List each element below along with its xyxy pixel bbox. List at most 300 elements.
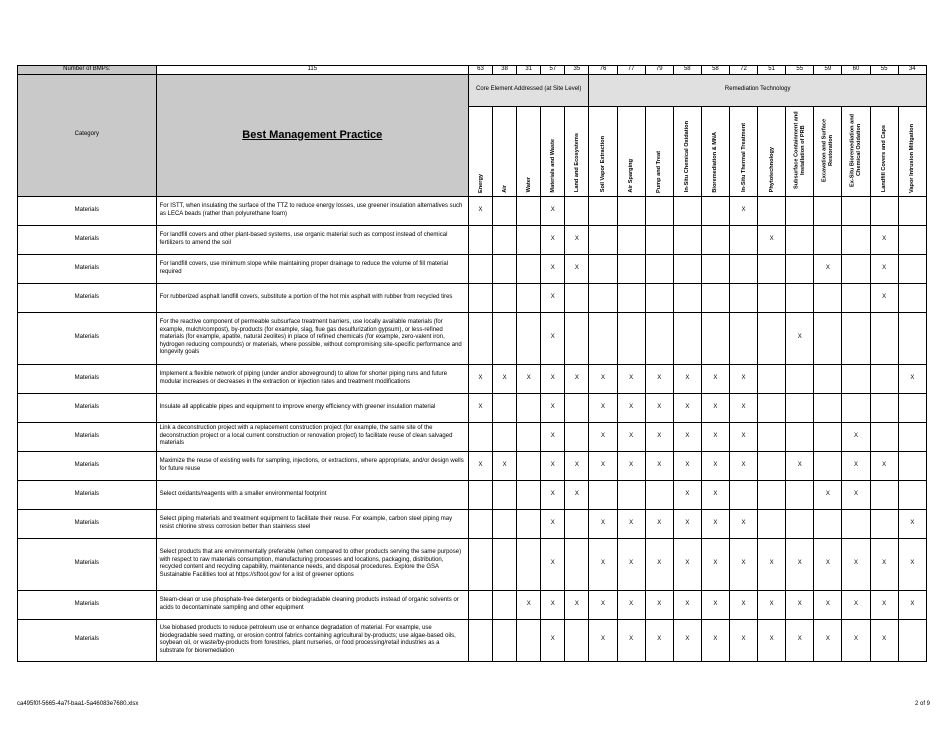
column-count: 35 <box>565 66 589 75</box>
row-mark-cell: X <box>729 393 757 422</box>
column-count: 59 <box>814 66 842 75</box>
row-mark-cell <box>565 312 589 364</box>
row-category: Materials <box>18 283 157 312</box>
row-mark-cell <box>517 312 541 364</box>
row-mark-cell <box>493 538 517 590</box>
row-mark-cell <box>729 312 757 364</box>
row-mark-cell <box>517 254 541 283</box>
row-mark-cell: X <box>701 422 729 451</box>
row-mark-cell: X <box>701 509 729 538</box>
row-mark-cell: X <box>468 393 492 422</box>
column-count: 72 <box>729 66 757 75</box>
row-mark-cell: X <box>645 393 673 422</box>
column-count: 58 <box>701 66 729 75</box>
row-mark-cell: X <box>673 538 701 590</box>
row-mark-cell: X <box>701 538 729 590</box>
footer-filename: ca495f0f-5665-4a7f-baa1-5a46083e7680.xlsx <box>17 701 139 707</box>
row-mark-cell: X <box>617 393 645 422</box>
row-mark-cell: X <box>758 619 786 661</box>
row-category: Materials <box>18 619 157 661</box>
column-count: 57 <box>541 66 565 75</box>
row-category: Materials <box>18 364 157 393</box>
row-mark-cell <box>468 509 492 538</box>
row-mark-cell: X <box>729 538 757 590</box>
row-mark-cell <box>645 480 673 509</box>
row-mark-cell: X <box>870 225 898 254</box>
row-mark-cell <box>617 196 645 225</box>
row-mark-cell: X <box>645 451 673 480</box>
row-category: Materials <box>18 312 157 364</box>
row-mark-cell <box>517 619 541 661</box>
row-mark-cell: X <box>617 422 645 451</box>
row-mark-cell: X <box>617 451 645 480</box>
row-mark-cell: X <box>729 422 757 451</box>
row-mark-cell: X <box>701 393 729 422</box>
row-mark-cell <box>842 364 870 393</box>
row-mark-cell: X <box>541 538 565 590</box>
column-header-label: Landfill Covers and Caps <box>880 125 887 193</box>
row-mark-cell <box>468 312 492 364</box>
column-header-label: Ex-Situ Bioremediation and Chemical Oxidation <box>849 112 862 187</box>
row-mark-cell <box>758 422 786 451</box>
column-count: 55 <box>870 66 898 75</box>
row-mark-cell: X <box>565 590 589 619</box>
row-mark-cell <box>786 196 814 225</box>
row-mark-cell: X <box>870 254 898 283</box>
row-mark-cell <box>673 312 701 364</box>
row-mark-cell <box>786 225 814 254</box>
column-header <box>541 106 565 196</box>
row-mark-cell <box>786 480 814 509</box>
row-mark-cell <box>468 619 492 661</box>
row-mark-cell: X <box>541 451 565 480</box>
row-mark-cell <box>673 196 701 225</box>
row-mark-cell <box>786 254 814 283</box>
table-row <box>18 451 927 480</box>
row-mark-cell: X <box>589 619 617 661</box>
row-mark-cell <box>898 254 926 283</box>
row-mark-cell <box>814 283 842 312</box>
column-header-label: Energy <box>477 173 484 193</box>
row-mark-cell <box>617 480 645 509</box>
column-header-label: In-Situ Chemical Oxidation <box>684 121 691 193</box>
column-count: 51 <box>758 66 786 75</box>
row-mark-cell <box>870 196 898 225</box>
row-mark-cell <box>468 225 492 254</box>
row-mark-cell <box>701 196 729 225</box>
row-mark-cell: X <box>541 364 565 393</box>
column-header-label: In-Situ Thermal Treatment <box>740 123 747 193</box>
row-mark-cell: X <box>589 538 617 590</box>
table-row <box>18 254 927 283</box>
row-mark-cell: X <box>870 590 898 619</box>
row-category: Materials <box>18 538 157 590</box>
row-mark-cell <box>493 254 517 283</box>
row-mark-cell <box>493 312 517 364</box>
column-header <box>468 106 492 196</box>
column-count: 77 <box>617 66 645 75</box>
row-mark-cell <box>589 283 617 312</box>
row-mark-cell <box>814 364 842 393</box>
row-mark-cell <box>701 312 729 364</box>
row-mark-cell: X <box>645 590 673 619</box>
row-mark-cell: X <box>898 364 926 393</box>
row-mark-cell <box>517 283 541 312</box>
table-row <box>18 538 927 590</box>
column-header-label: Soil Vapor Extraction <box>599 136 606 193</box>
row-mark-cell <box>842 225 870 254</box>
row-mark-cell: X <box>870 538 898 590</box>
row-mark-cell: X <box>565 254 589 283</box>
row-category: Materials <box>18 509 157 538</box>
row-mark-cell: X <box>565 364 589 393</box>
row-mark-cell <box>589 480 617 509</box>
row-mark-cell <box>870 422 898 451</box>
row-mark-cell <box>729 254 757 283</box>
row-mark-cell <box>786 422 814 451</box>
row-mark-cell: X <box>673 364 701 393</box>
table-row <box>18 196 927 225</box>
table-row <box>18 619 927 661</box>
column-header <box>493 106 517 196</box>
row-mark-cell <box>589 312 617 364</box>
row-mark-cell: X <box>517 364 541 393</box>
row-practice-text: Select products that are environmentally preferable (when compared to other products serving the same purpose) with respect to raw materials consumption, manufacturing processes and locations, packaging, distribution, recycled content and recycling capability, maintenance needs, and disposal procedures. Explore the GSA Sustainable Facilities tool at https://sftool.gov/ for a list of greener options <box>156 538 468 590</box>
row-category: Materials <box>18 196 157 225</box>
remediation-technology-group-header: Remediation Technology <box>589 74 927 106</box>
row-mark-cell: X <box>870 283 898 312</box>
row-mark-cell: X <box>468 364 492 393</box>
row-mark-cell: X <box>673 619 701 661</box>
row-mark-cell: X <box>541 590 565 619</box>
row-mark-cell: X <box>842 451 870 480</box>
column-header <box>645 106 673 196</box>
row-mark-cell <box>898 422 926 451</box>
row-mark-cell <box>870 364 898 393</box>
row-category: Materials <box>18 422 157 451</box>
column-header-label: Air Sparging <box>627 158 634 193</box>
column-header-label: Excavation and Surface Restoration <box>821 117 834 182</box>
row-mark-cell <box>565 283 589 312</box>
column-header <box>898 106 926 196</box>
row-practice-text: Maximize the reuse of existing wells for sampling, injections, or extractions, where appropriate, and/or design wells for future reuse <box>156 451 468 480</box>
row-mark-cell: X <box>786 312 814 364</box>
row-mark-cell <box>493 619 517 661</box>
column-header-label: Bioremediation & MNA <box>712 131 719 193</box>
row-mark-cell: X <box>617 509 645 538</box>
row-category: Materials <box>18 393 157 422</box>
table-row <box>18 422 927 451</box>
row-mark-cell <box>701 283 729 312</box>
column-count: 55 <box>786 66 814 75</box>
row-practice-text: Implement a flexible network of piping (under and/or aboveground) to allow for shorter piping runs and future modular increases or decreases in the extraction or injection rates and treatment modifications <box>156 364 468 393</box>
table-row <box>18 364 927 393</box>
column-header <box>842 106 870 196</box>
row-mark-cell: X <box>673 451 701 480</box>
row-mark-cell: X <box>468 196 492 225</box>
row-mark-cell <box>493 393 517 422</box>
row-mark-cell <box>870 509 898 538</box>
column-header <box>758 106 786 196</box>
row-category: Materials <box>18 590 157 619</box>
row-practice-text: Insulate all applicable pipes and equipment to improve energy efficiency with greener insulation material <box>156 393 468 422</box>
row-mark-cell: X <box>814 619 842 661</box>
row-mark-cell <box>517 393 541 422</box>
row-mark-cell <box>468 538 492 590</box>
row-mark-cell <box>517 451 541 480</box>
row-mark-cell: X <box>617 619 645 661</box>
row-mark-cell: X <box>468 451 492 480</box>
row-mark-cell <box>517 422 541 451</box>
row-mark-cell <box>645 196 673 225</box>
row-mark-cell <box>617 225 645 254</box>
row-mark-cell: X <box>701 619 729 661</box>
row-mark-cell: X <box>870 619 898 661</box>
row-mark-cell <box>517 225 541 254</box>
row-mark-cell <box>493 283 517 312</box>
row-mark-cell <box>645 283 673 312</box>
row-mark-cell <box>617 312 645 364</box>
row-mark-cell <box>758 254 786 283</box>
row-mark-cell <box>786 364 814 393</box>
row-practice-text: For landfill covers, use minimum slope while maintaining proper drainage to reduce the volume of fill material required <box>156 254 468 283</box>
bmp-count-label: Number of BMPs: <box>18 66 157 75</box>
row-mark-cell: X <box>617 538 645 590</box>
row-mark-cell <box>565 422 589 451</box>
row-mark-cell <box>565 538 589 590</box>
row-mark-cell: X <box>589 393 617 422</box>
row-mark-cell <box>758 451 786 480</box>
row-mark-cell <box>673 283 701 312</box>
row-mark-cell <box>673 254 701 283</box>
column-count: 63 <box>468 66 492 75</box>
row-mark-cell: X <box>541 393 565 422</box>
row-mark-cell <box>729 225 757 254</box>
row-mark-cell <box>786 509 814 538</box>
row-mark-cell: X <box>589 422 617 451</box>
row-mark-cell <box>842 312 870 364</box>
column-header-label: Pump and Treat <box>656 150 662 193</box>
row-mark-cell <box>814 196 842 225</box>
row-mark-cell: X <box>814 254 842 283</box>
row-practice-text: Select oxidants/reagents with a smaller environmental footprint <box>156 480 468 509</box>
row-mark-cell <box>814 509 842 538</box>
row-mark-cell <box>589 196 617 225</box>
row-mark-cell <box>758 509 786 538</box>
column-header-label: Phytotechnology <box>768 147 775 193</box>
column-header-label: Air <box>501 184 508 193</box>
row-mark-cell: X <box>541 509 565 538</box>
column-count: 60 <box>842 66 870 75</box>
row-mark-cell: X <box>589 451 617 480</box>
row-practice-text: Steam-clean or use phosphate-free detergents or biodegradable cleaning products instead of organic solvents or acids to decontaminate sampling and other equipment <box>156 590 468 619</box>
row-mark-cell: X <box>898 509 926 538</box>
row-mark-cell <box>786 393 814 422</box>
row-mark-cell <box>645 312 673 364</box>
row-mark-cell: X <box>729 364 757 393</box>
row-mark-cell: X <box>786 619 814 661</box>
row-practice-text: Select piping materials and treatment equipment to facilitate their reuse. For example, carbon steel piping may resist chlorine stress corrosion better than stainless steel <box>156 509 468 538</box>
table-row <box>18 283 927 312</box>
row-mark-cell <box>468 422 492 451</box>
row-mark-cell: X <box>758 590 786 619</box>
row-mark-cell <box>758 196 786 225</box>
row-practice-text: Use biobased products to reduce petroleum use or enhance degradation of material. For example, use biodegradable seed matting, or erosion control fabrics containing agricultural by-products; use algae-based oils, soybean oil, or waste/by-products from forestries, plant nurseries, or food processing/retail industries as a substrate for bioremediation <box>156 619 468 661</box>
row-mark-cell <box>842 393 870 422</box>
row-mark-cell <box>673 225 701 254</box>
row-mark-cell: X <box>673 590 701 619</box>
row-mark-cell <box>565 619 589 661</box>
row-mark-cell: X <box>541 254 565 283</box>
row-mark-cell: X <box>729 590 757 619</box>
row-mark-cell <box>842 283 870 312</box>
row-mark-cell: X <box>517 590 541 619</box>
row-mark-cell: X <box>589 590 617 619</box>
bmp-table <box>17 65 927 662</box>
row-mark-cell <box>842 254 870 283</box>
row-mark-cell <box>565 393 589 422</box>
row-mark-cell <box>493 509 517 538</box>
row-mark-cell <box>493 422 517 451</box>
row-mark-cell <box>898 196 926 225</box>
row-mark-cell: X <box>589 509 617 538</box>
row-mark-cell <box>468 283 492 312</box>
row-mark-cell: X <box>786 451 814 480</box>
row-category: Materials <box>18 254 157 283</box>
row-mark-cell: X <box>842 590 870 619</box>
row-mark-cell <box>842 509 870 538</box>
row-practice-text: For landfill covers and other plant-based systems, use organic material such as compost instead of chemical fertilizers to amend the soil <box>156 225 468 254</box>
row-mark-cell <box>468 254 492 283</box>
row-mark-cell <box>645 254 673 283</box>
row-mark-cell <box>898 225 926 254</box>
row-practice-text: For rubberized asphalt landfill covers, substitute a portion of the hot mix asphalt with rubber from recycled tires <box>156 283 468 312</box>
row-mark-cell: X <box>617 364 645 393</box>
row-mark-cell: X <box>842 538 870 590</box>
row-practice-text: Link a deconstruction project with a replacement construction project (for example, the same site of the deconstruction project or a local current construction or renovation project) to facilitate reuse of clean salvaged materials <box>156 422 468 451</box>
column-header <box>673 106 701 196</box>
row-mark-cell: X <box>673 480 701 509</box>
row-mark-cell: X <box>842 422 870 451</box>
table-row <box>18 312 927 364</box>
bmp-header: Best Management Practice <box>156 74 468 196</box>
row-mark-cell <box>898 393 926 422</box>
row-mark-cell: X <box>541 283 565 312</box>
row-mark-cell <box>842 196 870 225</box>
row-mark-cell <box>898 312 926 364</box>
column-header <box>729 106 757 196</box>
row-mark-cell <box>517 480 541 509</box>
row-mark-cell <box>565 509 589 538</box>
row-mark-cell: X <box>493 451 517 480</box>
row-mark-cell: X <box>729 619 757 661</box>
column-header <box>701 106 729 196</box>
row-mark-cell <box>870 393 898 422</box>
row-mark-cell <box>493 590 517 619</box>
row-mark-cell <box>617 283 645 312</box>
row-mark-cell <box>617 254 645 283</box>
row-mark-cell <box>758 480 786 509</box>
row-mark-cell <box>645 225 673 254</box>
category-header: Category <box>18 74 157 196</box>
row-category: Materials <box>18 225 157 254</box>
column-header-label: Subsurface Containment and Installation of PRB <box>793 110 806 189</box>
row-mark-cell <box>701 254 729 283</box>
row-mark-cell <box>589 254 617 283</box>
row-mark-cell: X <box>701 364 729 393</box>
row-mark-cell <box>814 225 842 254</box>
row-mark-cell: X <box>842 619 870 661</box>
row-mark-cell <box>468 480 492 509</box>
row-mark-cell <box>814 312 842 364</box>
core-element-group-header: Core Element Addressed (at Site Level) <box>468 74 588 106</box>
row-mark-cell: X <box>814 590 842 619</box>
row-mark-cell: X <box>645 538 673 590</box>
table-row <box>18 590 927 619</box>
row-mark-cell: X <box>898 590 926 619</box>
row-mark-cell <box>814 393 842 422</box>
column-count: 31 <box>517 66 541 75</box>
row-mark-cell: X <box>701 451 729 480</box>
column-header-label: Water <box>525 177 532 193</box>
row-mark-cell <box>729 480 757 509</box>
column-header <box>617 106 645 196</box>
column-header <box>589 106 617 196</box>
row-mark-cell: X <box>814 538 842 590</box>
row-mark-cell: X <box>758 225 786 254</box>
row-mark-cell: X <box>645 364 673 393</box>
table-row <box>18 393 927 422</box>
row-mark-cell: X <box>729 196 757 225</box>
row-mark-cell: X <box>541 196 565 225</box>
row-mark-cell <box>468 590 492 619</box>
row-mark-cell: X <box>565 451 589 480</box>
row-mark-cell: X <box>758 538 786 590</box>
row-mark-cell <box>758 393 786 422</box>
column-count: 34 <box>898 66 926 75</box>
row-mark-cell <box>758 312 786 364</box>
row-mark-cell: X <box>565 480 589 509</box>
row-mark-cell: X <box>898 538 926 590</box>
row-mark-cell <box>493 196 517 225</box>
column-header <box>517 106 541 196</box>
row-mark-cell <box>786 283 814 312</box>
row-mark-cell: X <box>673 422 701 451</box>
row-mark-cell: X <box>645 619 673 661</box>
row-mark-cell: X <box>786 590 814 619</box>
column-count: 58 <box>673 66 701 75</box>
row-mark-cell: X <box>786 538 814 590</box>
row-mark-cell: X <box>814 480 842 509</box>
row-mark-cell: X <box>701 590 729 619</box>
row-mark-cell: X <box>493 364 517 393</box>
row-mark-cell <box>589 225 617 254</box>
row-mark-cell <box>814 451 842 480</box>
row-mark-cell: X <box>565 225 589 254</box>
row-mark-cell <box>898 619 926 661</box>
row-mark-cell <box>898 451 926 480</box>
row-mark-cell <box>898 480 926 509</box>
row-mark-cell: X <box>645 509 673 538</box>
table-row <box>18 509 927 538</box>
column-header-label: Materials and Waste <box>549 138 556 193</box>
row-mark-cell: X <box>729 451 757 480</box>
row-practice-text: For ISTT, when insulating the surface of the TTZ to reduce energy losses, use greener insulation alternatives such as LECA beads (rather than polyurethane foam) <box>156 196 468 225</box>
column-header-label: Vapor Intrusion Mitigation <box>909 123 916 193</box>
row-mark-cell <box>517 538 541 590</box>
row-mark-cell <box>517 509 541 538</box>
row-mark-cell: X <box>589 364 617 393</box>
